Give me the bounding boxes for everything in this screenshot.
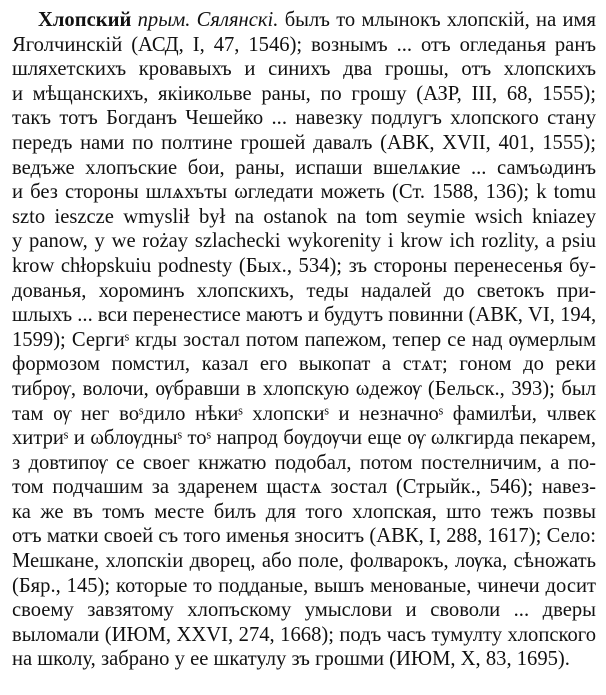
entry-line: ведъже хлопъские бои, раны, испаши вшелѧкие ... самъωдинъ — [12, 156, 596, 179]
entry-line: тибрѹ, волочи, ѹбравши в хлопскую ωдежѹ (Бельск., 393); был — [12, 377, 596, 400]
entry-line: Яголчинскій (АСД, I, 47, 1546); вознымъ ... отъ огледанья ранъ — [12, 33, 596, 56]
entry-line: ка же въ томъ месте билъ для того хлопская, што тежъ позвы — [12, 500, 596, 523]
entry-text-1: былъ то млынокъ хлопскій, на имя — [284, 9, 596, 31]
entry-line: и мѣщанскихъ, якіикольве раны, по грошу (АЗР, III, 68, 1555); — [12, 82, 596, 105]
entry-headword: Хлопский — [38, 9, 132, 31]
dictionary-entry — [12, 8, 596, 672]
entry-line: там ѹ нег воˢдило нѣкиˢ хлопскиˢ и незначноˢ фамилѣи, члвек — [12, 402, 596, 425]
entry-line-last: на школу, забрано у ее шкатулу зъ грошми (ИЮМ, X, 83, 1695). — [12, 648, 570, 671]
entry-line: отъ матки своей съ того именья зноситъ (АВК, I, 288, 1617); Село: — [12, 525, 596, 548]
entry-line: передъ нами по полтине грошей давалъ (АВК, XVII, 401, 1555); — [12, 131, 596, 154]
entry-line: шлыхъ ... вси перенестисе маютъ и будутъ повинни (АВК, VI, 194, — [12, 304, 596, 327]
entry-line: формозом помстил, казал его выкопат а стѧт; гоном до реки — [12, 353, 596, 376]
entry-line: krow chłopskuiu podnesty (Бых., 534); зъ стороны перенесенья бу- — [12, 254, 596, 277]
entry-line: Мешкане, хлопскіи дворец, або поле, фолварокъ, лѹка, сѣножать — [12, 550, 596, 573]
entry-line: такъ тотъ Богданъ Чешейко ... навезку подлугъ хлопского стану — [12, 107, 596, 130]
entry-line: шляхетскихъ кровавыхъ и синихъ два грошы, отъ хлопскихъ — [12, 58, 596, 81]
entry-line: з довтипѹ се своег кнжатю подобал, потом постелничим, а по- — [12, 451, 596, 474]
entry-line: своему завзятому хлопъскому умыслови и своволи ... дверы — [12, 599, 596, 622]
entry-line: 1599); Сергиˢ кгды зостал потом папежом, тепер се над ѹмерлым — [12, 328, 596, 351]
entry-line: (Бяр., 145); которые то подданые, вышъ менованые, чинечи досит — [12, 574, 596, 597]
entry-line: дованья, хороминъ хлопскихъ, теды надалей до светокъ при- — [12, 279, 596, 302]
entry-line: хитриˢ и ωблѹдныˢ тоˢ напрод бѹдѹчи еще ѹ ωлкгирда пекарем, — [12, 427, 596, 450]
entry-line: и без стороны шлѧхъты ωгледати можеть (Ст. 1588, 136); k tomu — [12, 181, 596, 204]
entry-line: szto ieszcze wmyslił był na ostanok na tom seymie wsich kniazey — [12, 205, 596, 228]
entry-line: том подчашим за здаренем щастѧ зостал (Стрыйк., 546); навез- — [12, 476, 596, 499]
entry-line: выломали (ИЮМ, XXVI, 274, 1668); подъ часъ тумулту хлопского — [12, 623, 596, 646]
entry-grammar-label: прым. Сялянскі. — [137, 9, 279, 31]
entry-line: y panow, y we rożay szlachecki wykorenity i krow ich rozlity, a psiu — [12, 230, 596, 253]
entry-line-1 — [12, 8, 596, 33]
